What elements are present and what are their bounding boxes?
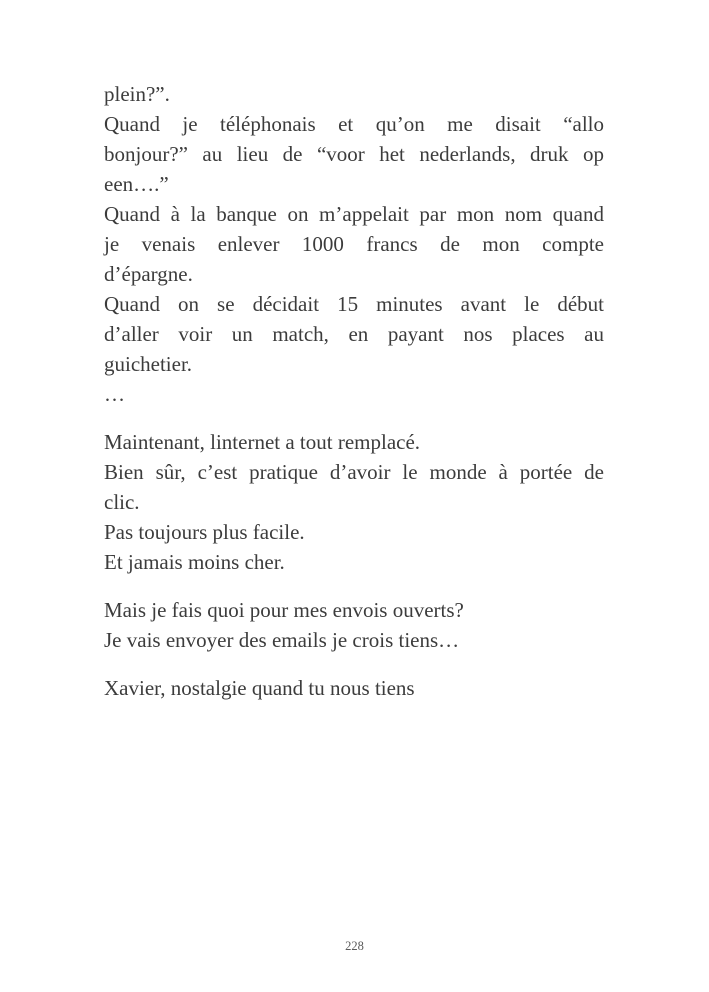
page-number: 228 [345, 939, 364, 953]
text-line: Quand je téléphonais et qu’on me disait “allo [104, 112, 604, 136]
text-line: een….” [104, 172, 169, 196]
text-line: d’aller voir un match, en payant nos places au [104, 322, 604, 346]
paragraph-block [104, 673, 604, 703]
text-line: Bien sûr, c’est pratique d’avoir le monde à portée de [104, 460, 604, 484]
paragraph-block [104, 79, 604, 409]
text-line: plein?”. [104, 82, 170, 106]
text-line: Maintenant, linternet a tout remplacé. [104, 430, 421, 454]
page-text [104, 79, 604, 703]
paragraph-block [104, 427, 604, 577]
text-line: d’épargne. [104, 262, 193, 286]
text-line: Je vais envoyer des emails je crois tiens… [104, 628, 460, 652]
text-line: … [104, 382, 125, 406]
text-line: bonjour?” au lieu de “voor het nederlands, druk op [104, 142, 604, 166]
text-line: Mais je fais quoi pour mes envois ouverts? [104, 598, 464, 622]
text-line: guichetier. [104, 352, 193, 376]
text-line: Quand on se décidait 15 minutes avant le début [104, 292, 604, 316]
text-line: Xavier, nostalgie quand tu nous tiens [104, 676, 415, 700]
text-line: Pas toujours plus facile. [104, 520, 305, 544]
paragraph-block [104, 595, 604, 655]
text-line: Quand à la banque on m’appelait par mon nom quand [104, 202, 604, 226]
text-line: clic. [104, 490, 140, 514]
text-line: je venais enlever 1000 francs de mon compte [104, 232, 604, 256]
text-line: Et jamais moins cher. [104, 550, 285, 574]
